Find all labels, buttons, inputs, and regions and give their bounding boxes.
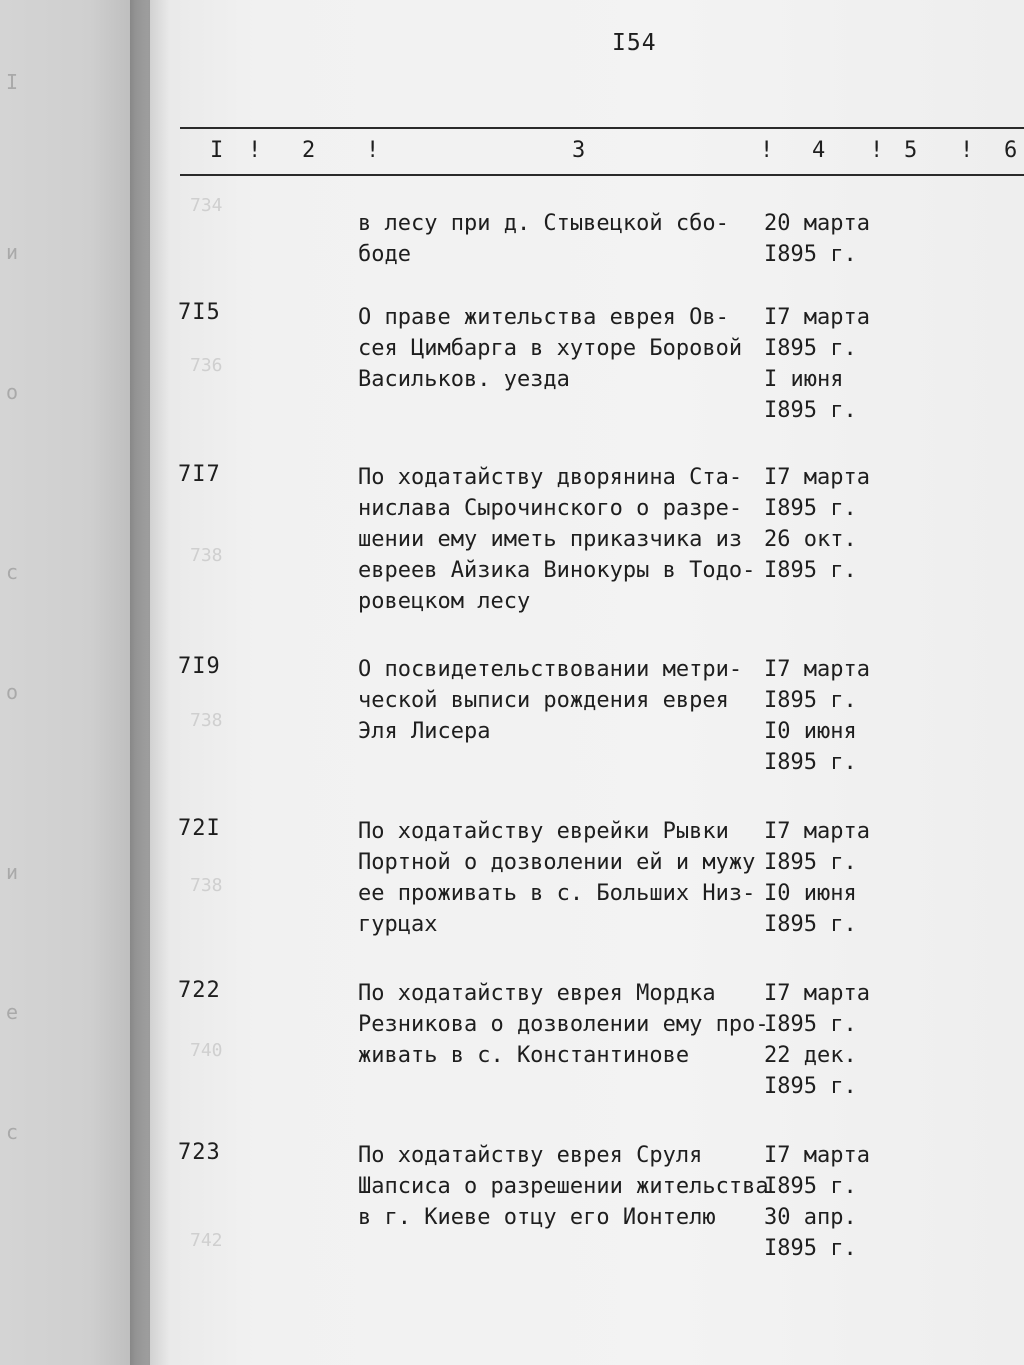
column-separator: ! <box>870 138 884 163</box>
column-header: 4 <box>812 138 826 163</box>
reverse-side-bleed: 736 <box>190 355 223 376</box>
entry-dates: I7 марта I895 г. 30 апр. I895 г. <box>764 1143 870 1261</box>
entry-dates: I7 марта I895 г. I0 июня I895 г. <box>764 819 870 937</box>
facing-page <box>0 0 150 1365</box>
entry-title: По ходатайству дворянина Ста- нислава Сырочинского о разре- шении ему иметь приказчика из евреев Айзика Винокуры в Тодо- ровецком лесу <box>358 465 756 614</box>
entry-title: По ходатайству еврейки Рывки Портной о дозволении ей и мужу ее проживать в с. Больших Низ- гурцах <box>358 819 756 937</box>
column-separator: ! <box>960 138 974 163</box>
column-header: 2 <box>302 138 316 163</box>
column-header: 3 <box>572 138 586 163</box>
reverse-side-bleed: 740 <box>190 1040 223 1061</box>
reverse-side-bleed: 738 <box>190 710 223 731</box>
entry-dates: I7 марта I895 г. I июня I895 г. <box>764 305 870 423</box>
entry-number: 7I9 <box>178 654 221 679</box>
page-number: I54 <box>612 30 657 56</box>
facing-page-bleed: и <box>6 240 19 264</box>
column-separator: ! <box>248 138 262 163</box>
column-header: 6 <box>1004 138 1018 163</box>
entry-number: 723 <box>178 1140 221 1165</box>
entry-title: По ходатайству еврея Сруля Шапсиса о разрешении жительства в г. Киеве отцу его Ионтелю <box>358 1143 769 1230</box>
entry-title: О посвидетельствовании метри- ческой выписи рождения еврея Эля Лисера <box>358 657 743 744</box>
entry-number: 72I <box>178 816 221 841</box>
entry-title: в лесу при д. Стывецкой сбо- боде <box>358 211 729 267</box>
book-gutter <box>130 0 170 1365</box>
entry-dates: I7 марта I895 г. 22 дек. I895 г. <box>764 981 870 1099</box>
reverse-side-bleed: 742 <box>190 1230 223 1251</box>
entry-title: О праве жительства еврея Ов- сея Цимбарга в хуторе Боровой Васильков. уезда <box>358 305 743 392</box>
reverse-side-bleed: 738 <box>190 545 223 566</box>
column-header: 5 <box>904 138 918 163</box>
entry-dates: I7 марта I895 г. I0 июня I895 г. <box>764 657 870 775</box>
entry-number: 7I5 <box>178 300 221 325</box>
facing-page-bleed: с <box>6 560 19 584</box>
entry-title: По ходатайству еврея Мордка Резникова о дозволении ему про- живать в с. Константинове <box>358 981 769 1068</box>
facing-page-bleed: е <box>6 1000 19 1024</box>
entry-dates: I7 марта I895 г. 26 окт. I895 г. <box>764 465 870 583</box>
entry-dates: 20 марта I895 г. <box>764 211 870 267</box>
facing-page-bleed: о <box>6 680 19 704</box>
entry-number: 722 <box>178 978 221 1003</box>
facing-page-bleed: и <box>6 860 19 884</box>
facing-page-bleed: с <box>6 1120 19 1144</box>
entry-number: 7I7 <box>178 462 221 487</box>
column-separator: ! <box>366 138 380 163</box>
reverse-side-bleed: 738 <box>190 875 223 896</box>
facing-page-bleed: I <box>6 70 19 94</box>
reverse-side-bleed: 734 <box>190 195 223 216</box>
facing-page-bleed: о <box>6 380 19 404</box>
header-bottom-rule <box>180 174 1024 176</box>
column-header: I <box>210 138 224 163</box>
column-separator: ! <box>760 138 774 163</box>
header-top-rule <box>180 127 1024 129</box>
